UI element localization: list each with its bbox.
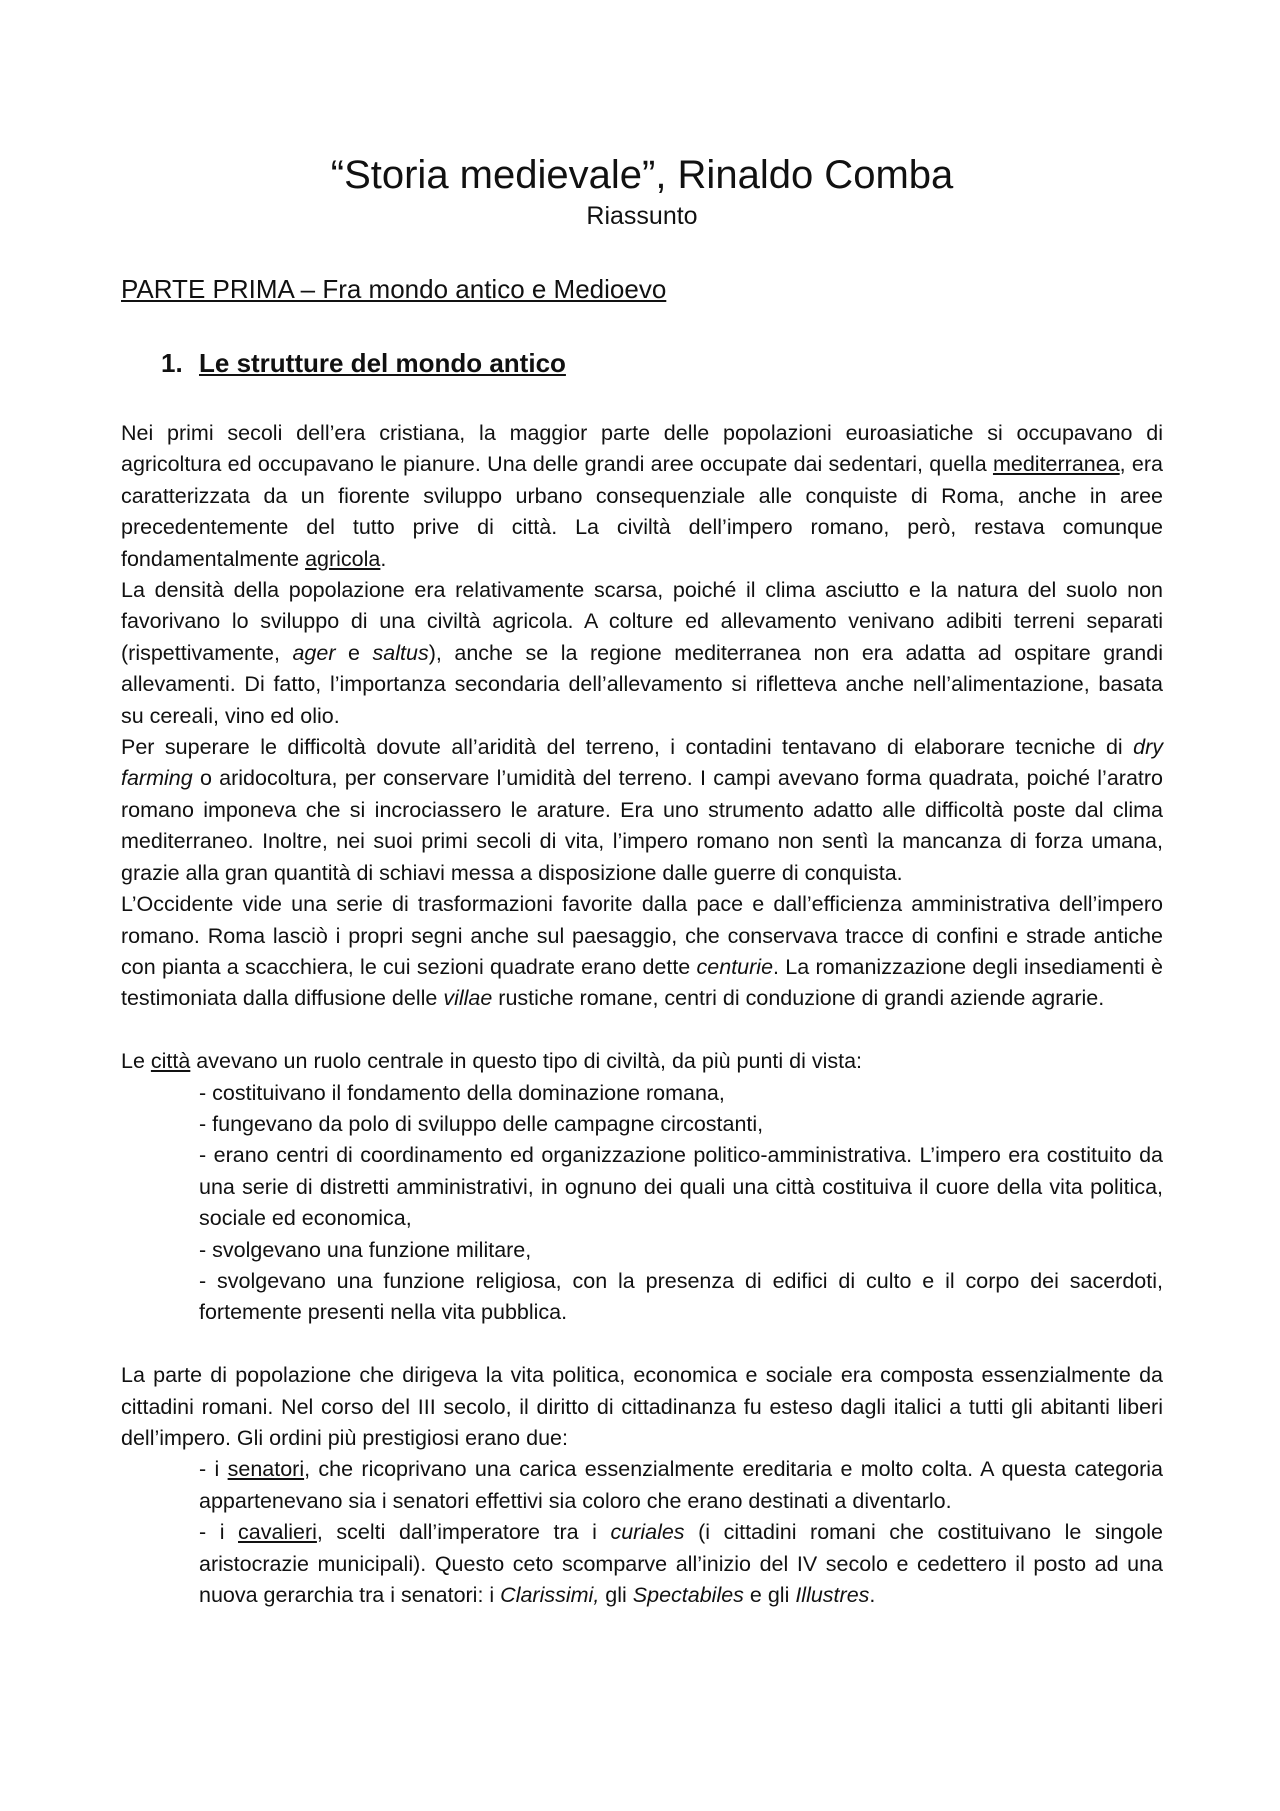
text-span: Per superare le difficoltà dovute all’aridità del terreno, i contadini tentavano di elaborare tecniche di <box>121 735 1134 760</box>
underlined-term: agricola <box>305 546 381 571</box>
text-span: ), anche se la regione mediterranea non era adatta ad ospitare grandi allevamenti. Di fatto, l’importanza secondaria dell’allevamento si rifletteva anche nell’alimentazione, basata su cereali, vino ed olio. <box>121 640 1163 728</box>
paragraph: La parte di popolazione che dirigeva la vita politica, economica e sociale era composta essenzialmente da cittadini romani. Nel corso del III secolo, il diritto di cittadinanza fu esteso dagli italici a tutti gli abitanti liberi dell’impero. Gli ordini più prestigiosi erano due: <box>121 1363 1163 1450</box>
chapter-number: 1. <box>161 348 183 378</box>
text-span: , che ricoprivano una carica essenzialmente ereditaria e molto colta. A questa categoria appartenevano sia i senatori effettivi sia coloro che erano destinati a diventarlo. <box>199 1457 1164 1513</box>
list-item <box>199 1517 1163 1611</box>
paragraph <box>121 1046 1163 1077</box>
text-span: La densità della popolazione era relativamente scarsa, poiché il clima asciutto e la natura del suolo non favorivano lo sviluppo di una civiltà agricola. A colture ed allevamento venivano adibiti terreni separati (rispettivamente, <box>121 578 1163 665</box>
underlined-term: mediterranea <box>992 452 1120 477</box>
text-span: - i <box>199 1457 228 1482</box>
text-span: , era caratterizzata da un fiorente sviluppo urbano consequenziale alle conquiste di Roma, anche in aree precedentemente del tutto prive di città. La civiltà dell’impero romano, però, restava comunque fondamentalmente <box>121 452 1164 571</box>
text-span: . <box>380 546 387 571</box>
text-span: , scelti dall’imperatore tra i <box>316 1520 611 1545</box>
underlined-term: senatori <box>227 1457 305 1482</box>
italic-term: villae <box>443 986 493 1011</box>
document-title: “Storia medievale”, Rinaldo Comba <box>330 153 954 197</box>
text-span: (i cittadini romani che costituivano le singole aristocrazie municipali). Questo ceto scomparve all’inizio del IV secolo e cedettero il posto ad una nuova gerarchia tra i senatori: i <box>199 1520 1163 1607</box>
text-span: o aridocoltura, per conservare l’umidità del terreno. I campi avevano forma quadrata, poiché l’aratro romano imponeva che si incrociassero le arature. Era uno strumento adatto alle difficoltà poste dal clima mediterraneo. Inoltre, nei suoi primi secoli di vita, l’impero romano non sentì la mancanza di forza umana, grazie alla gran quantità di schiavi messa a disposizione dalle guerre di conquista. <box>121 766 1163 885</box>
list-item: - costituivano il fondamento della dominazione romana, <box>199 1080 725 1105</box>
text-span: e gli <box>743 1583 796 1607</box>
underlined-term: città <box>150 1049 191 1074</box>
text-span: - i <box>199 1520 239 1545</box>
text-span: Le <box>121 1049 151 1074</box>
italic-term: ager <box>292 640 336 665</box>
italic-term: saltus <box>372 640 429 665</box>
text-span: . La romanizzazione degli insediamenti è testimoniata dalla diffusione delle <box>121 954 1163 1011</box>
paragraph <box>121 732 1163 889</box>
italic-term: dry farming <box>121 735 1163 791</box>
italic-term: Illustres <box>795 1583 870 1607</box>
text-span: gli <box>599 1583 633 1607</box>
document-subtitle: Riassunto <box>586 202 698 230</box>
text-span: rustiche romane, centri di conduzione di grandi aziende agrarie. <box>492 986 1105 1011</box>
underlined-term: cavalieri <box>238 1520 317 1545</box>
text-span: avevano un ruolo centrale in questo tipo di civiltà, da più punti di vista: <box>190 1049 863 1074</box>
list-item: - svolgevano una funzione religiosa, con la presenza di edifici di culto e il corpo dei sacerdoti, fortemente presenti nella vita pubblica. <box>199 1268 1163 1325</box>
paragraph <box>121 889 1163 1015</box>
text-span: e <box>335 640 373 665</box>
part-heading: PARTE PRIMA – Fra mondo antico e Medioevo <box>121 274 667 304</box>
blank-line <box>121 1015 1163 1046</box>
blank-line <box>121 1329 1163 1360</box>
list-item: - fungevano da polo di sviluppo delle campagne circostanti, <box>199 1111 764 1136</box>
chapter-heading <box>161 346 1163 380</box>
list-item: - svolgevano una funzione militare, <box>199 1237 532 1262</box>
text-span: L’Occidente vide una serie di trasformazioni favorite dalla pace e dall’efficienza amministrativa dell’impero romano. Roma lasciò i propri segni anche sul paesaggio, che conservava tracce di confini e strade antiche con pianta a scacchiera, le cui sezioni quadrate erano dette <box>121 892 1163 979</box>
italic-term: curiales <box>610 1520 685 1545</box>
paragraph <box>121 418 1163 575</box>
italic-term: Clarissimi, <box>500 1583 600 1607</box>
italic-term: centurie <box>696 954 774 979</box>
chapter-title: Le strutture del mondo antico <box>199 348 566 378</box>
italic-term: Spectabiles <box>632 1583 744 1607</box>
text-span: . <box>869 1583 876 1607</box>
text-span: Nei primi secoli dell’era cristiana, la maggior parte delle popolazioni euroasiatiche si occupavano di agricoltura ed occupavano le pianure. Una delle grandi aree occupate dai sedentari, quella <box>121 421 1163 477</box>
paragraph <box>121 575 1163 732</box>
list-item <box>199 1454 1163 1517</box>
list-item: - erano centri di coordinamento ed organizzazione politico-amministrativa. L’impero era costituito da una serie di distretti amministrativi, in ognuno dei quali una città costituiva il cuore della vita politica, sociale ed economica, <box>199 1143 1163 1231</box>
